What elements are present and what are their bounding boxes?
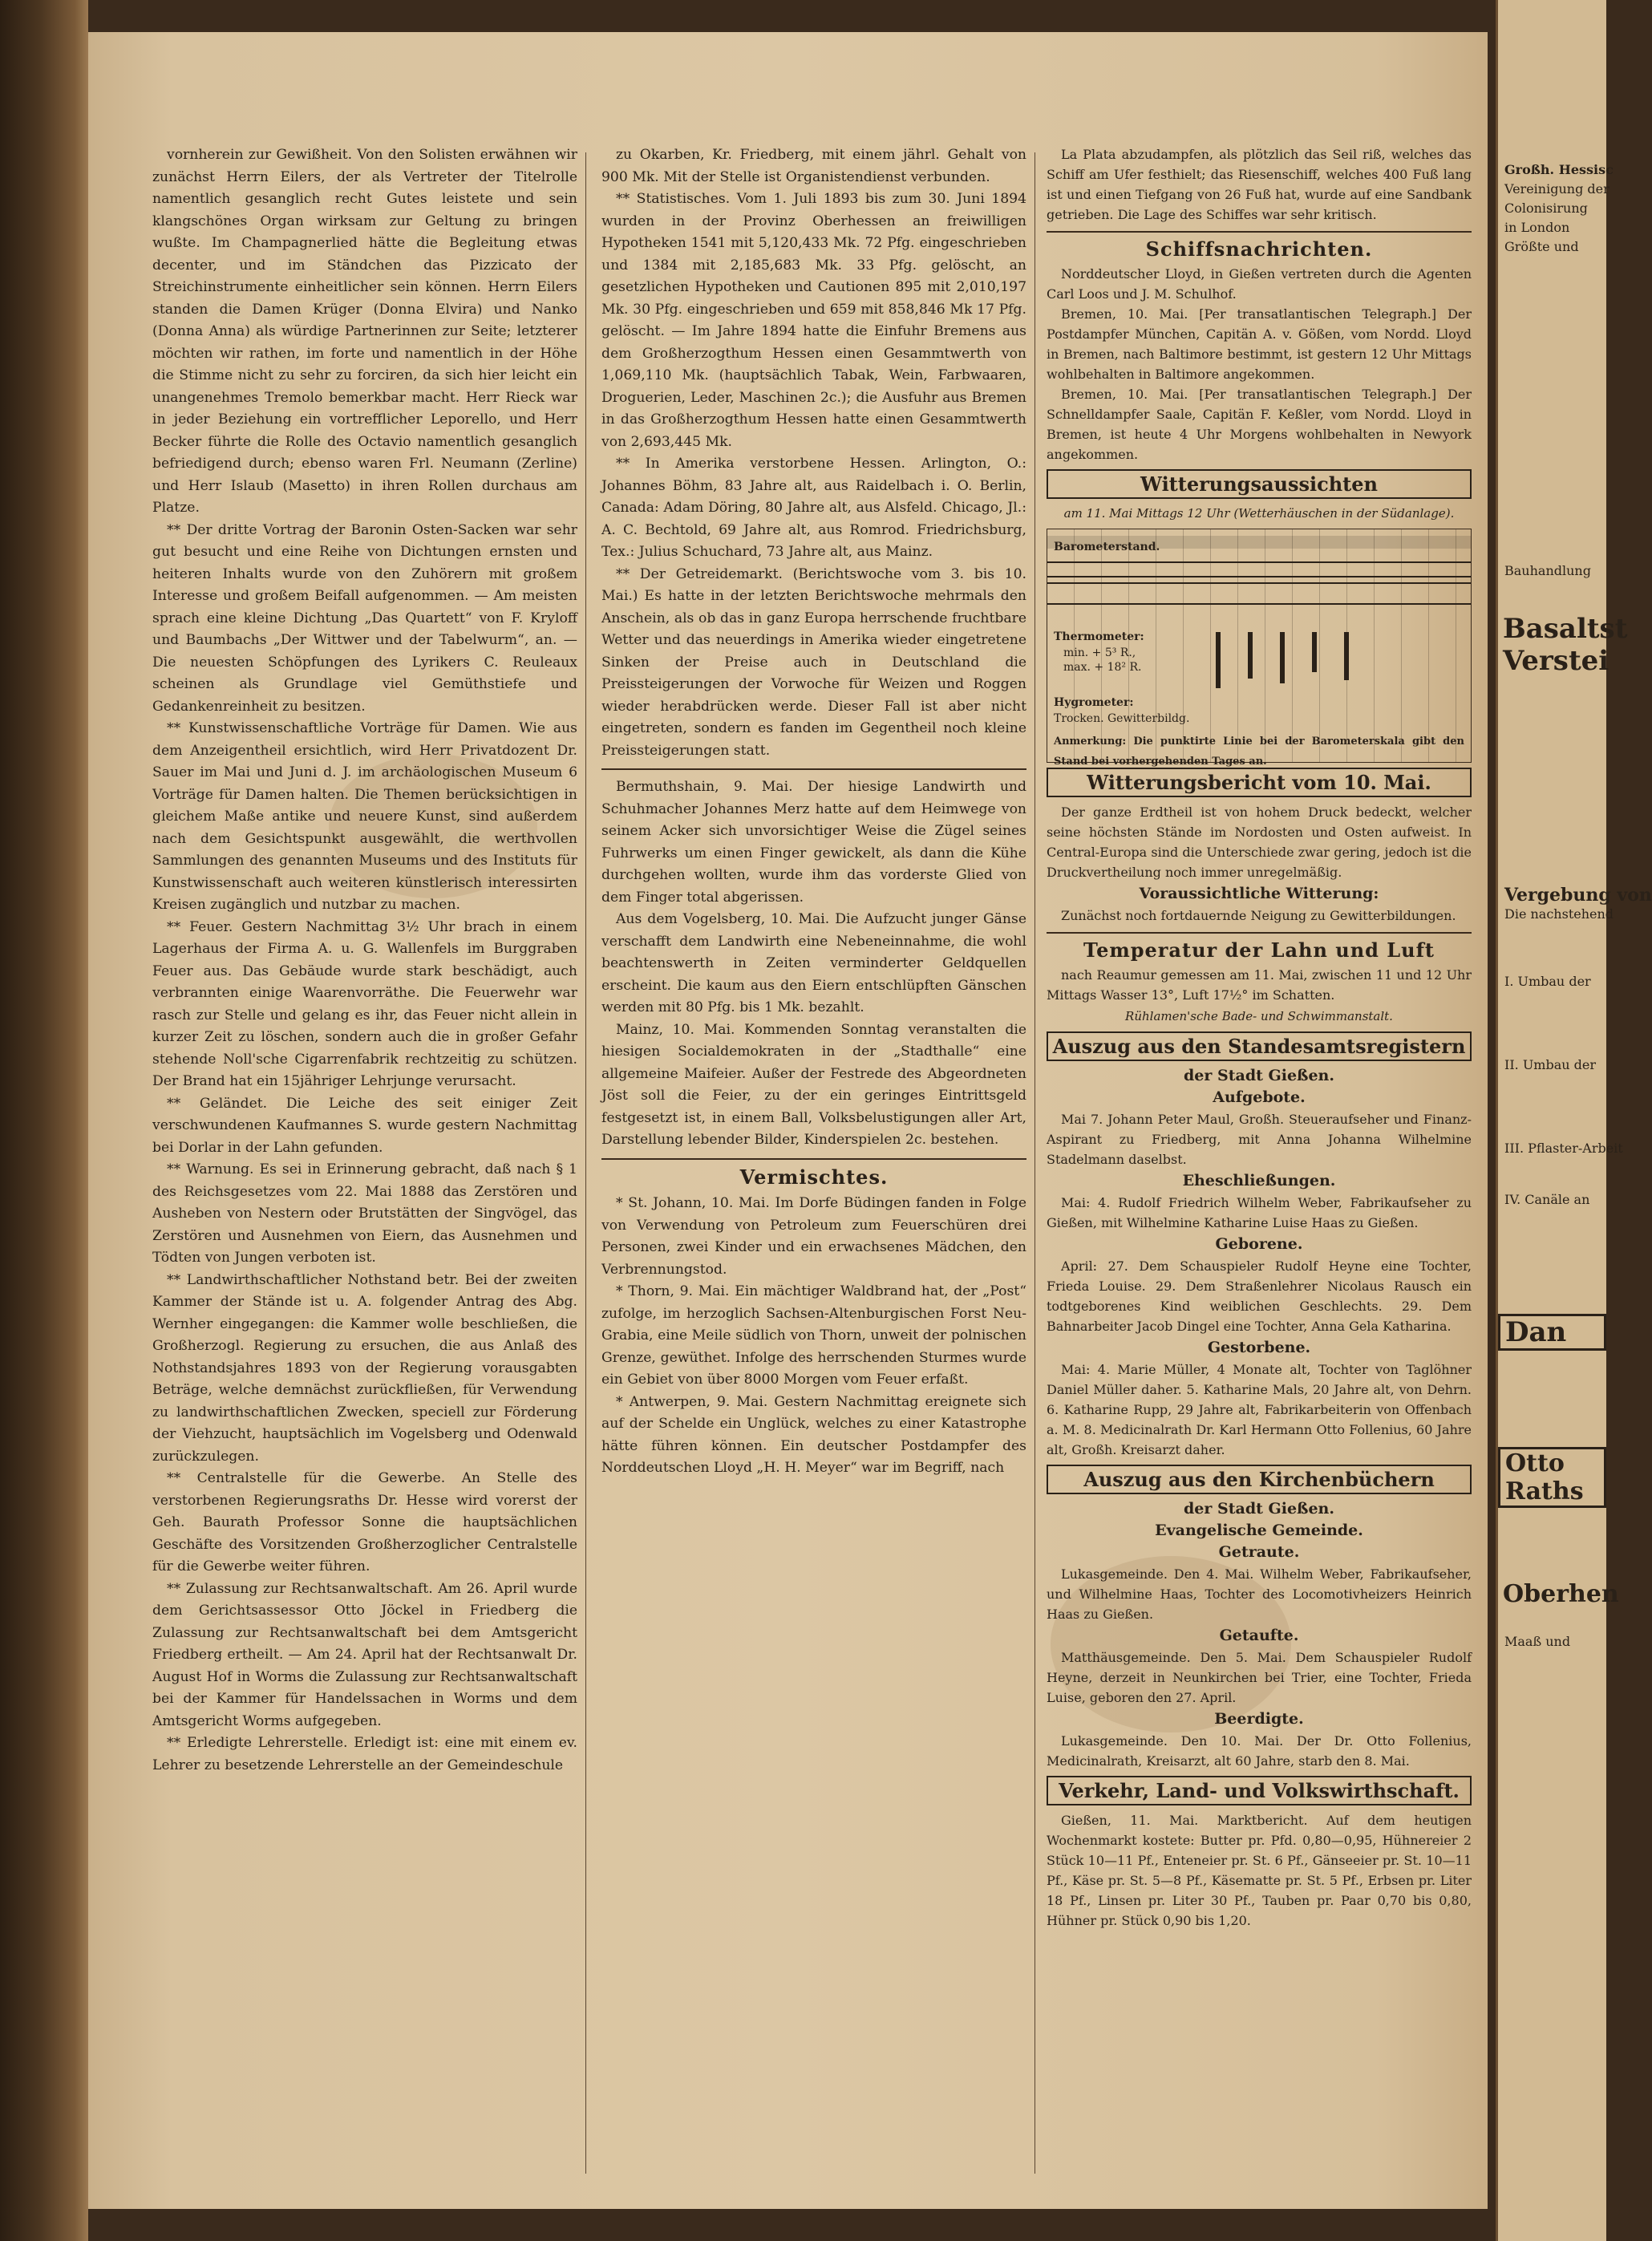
beerdigte-text: Lukasgemeinde. Den 10. Mai. Der Dr. Otto Follenius, Medicinalrath, Kreisarzt, alt 60 Jahre, starb den 8. Mai. [1047,1733,1472,1769]
verkehr-heading: Verkehr, Land- und Volkswirthschaft. [1047,1776,1472,1805]
aufgebote-text: Mai 7. Johann Peter Maul, Großh. Steueraufseher und Finanz-Aspirant zu Friedberg, mit Anna Johanna Wilhelmine Stadelmann daselbst. [1047,1112,1472,1167]
section-divider [601,1158,1026,1160]
voraus-text: Zunächst noch fortdauernde Neigung zu Gewitterbildungen. [1061,908,1456,923]
article-paragraph: * Thorn, 9. Mai. Ein mächtiger Waldbrand hat, der „Post“ zufolge, im herzoglich Sachsen-Altenburgischen Forst Neu-Grabia, eine Meile südlich von Thorn, unweit der polnischen Grenze, gewüthet. Infolge des herrschenden Sturmes wurde ein Gebiet von über 8000 Morgen vom Feuer erfaßt. [601,1283,1026,1388]
verkehr-text: Gießen, 11. Mai. Marktbericht. Auf dem heutigen Wochenmarkt kostete: Butter pr. Pfd. 0,80—0,95, Hühnereier 2 Stück 10—11 Pf., Enteneier pr. St. 6 Pf., Gänseeier pr. St. 10—11 Pf., Käse pr. St. 5—8 Pf., Käsematte pr. St. 5 Pf., Erbsen pr. Liter 18 Pf., Linsen pr. Liter 30 Pf., Tauben pr. Paar 0,70 bis 0,80, Hühner pr. Stück 0,90 bis 1,20. [1047,1813,1472,1928]
book-binding [0,0,88,2241]
adjacent-line: III. Pflaster-Arbeit [1504,1141,1623,1156]
article-paragraph: * St. Johann, 10. Mai. Im Dorfe Büdingen fanden in Folge von Verwendung von Petroleum zum Feuerschüren drei Personen, zwei Kinder und ein erwachsenes Mädchen, den Verbrennungstod. [601,1195,1026,1278]
schiff-paragraph: Bremen, 10. Mai. [Per transatlantischen Telegraph.] Der Schnelldampfer Saale, Capitän F. Keßler, vom Nordd. Lloyd in Bremen, ist heute 4 Uhr Morgens wohlbehalten in Newyork angekommen. [1047,387,1472,462]
standesamt-heading: Auszug aus den Standesamtsregistern [1047,1031,1472,1061]
article-paragraph: ** In Amerika verstorbene Hessen. Arlington, O.: Johannes Böhm, 83 Jahre alt, aus Raidelbach i. O. Berlin, Canada: Adam Döring, 80 Jahre alt, aus Alsfeld. Chicago, Jl.: A. C. Bechtold, 69 Jahre alt, aus Romrod. Friedrichsburg, Tex.: Julius Schuchard, 73 Jahre alt, aus Mainz. [601,456,1026,560]
article-paragraph: vornherein zur Gewißheit. Von den Solisten erwähnen wir zunächst Herrn Eilers, der als Vertreter der Titelrolle namentlich gesanglich recht Gutes leistete und sein klangschönes Organ wirksam zur Geltung zu bringen wußte. Im Champagnerlied hätte die Begleitung etwas decenter, und im Ständchen das Pizzicato der Streichinstrumente einheitlicher sein können. Herrn Eilers standen die Damen Krüger (Donna Elvira) und Nanko (Donna Anna) als würdige Partnerinnen zur Seite; letzterer möchten wir rathen, im forte und namentlich in der Höhe die Stimme nicht zu sehr zu forciren, da sich hier leicht ein unangenehmes Tremolo bemerkbar macht. Herr Rieck war in jeder Beziehung ein vortrefflicher Leporello, und Herr Becker führte die Rolle des Octavio namentlich gesanglich befriedigend durch; ebenso waren Frl. Neumann (Zerline) und Herr Islaub (Masetto) in ihren Rollen durchaus am Platze. [152,147,577,516]
gestorbene-label: Gestorbene. [1207,1339,1311,1356]
article-paragraph: ** Geländet. Die Leiche des seit einiger Zeit verschwundenen Kaufmannes S. wurde gestern Nachmittag bei Dorlar in der Lahn gefunden. [152,1095,577,1156]
barometer-row [1047,582,1471,597]
ehe-text: Mai: 4. Rudolf Friedrich Wilhelm Weber, Fabrikaufseher zu Gießen, mit Wilhelmine Katharine Luise Haas zu Gießen. [1047,1195,1472,1230]
witterung-subheading: am 11. Mai Mittags 12 Uhr (Wetterhäuschen in der Südanlage). [1063,506,1455,521]
evang-label: Evangelische Gemeinde. [1155,1522,1363,1539]
schiff-paragraph: Bremen, 10. Mai. [Per transatlantischen Telegraph.] Der Postdampfer München, Capitän A. v. Gößen, vom Nordd. Lloyd in Bremen, nach Baltimore bestimmt, ist gestern 12 Uhr Mittags wohlbehalten in Baltimore angekommen. [1047,306,1472,382]
column-1 [152,144,577,1777]
thermometer-bar [1280,632,1285,683]
article-paragraph: ** Warnung. Es sei in Erinnerung gebracht, daß nach § 1 des Reichsgesetzes vom 22. Mai 1888 das Zerstören und Ausheben von Nestern oder Brutstätten der Singvögel, das Zerstören und Ausnehmen von Eiern, das Ausnehmen und Tödten von Jungen verboten ist. [152,1161,577,1266]
barometer-note: Anmerkung: Die punktirte Linie bei der Barometerskala gibt den Stand bei vorhergehenden Tages an. [1054,736,1464,768]
article-paragraph: ** Statistisches. Vom 1. Juli 1893 bis zum 30. Juni 1894 wurden in der Provinz Oberhessen an freiwilligen Hypotheken 1541 mit 5,120,433 Mk. 72 Pfg. eingeschrieben und 1384 mit 2,185,683 Mk. 33 Pfg. gelöscht, an gesetzlichen Hypotheken und Cautionen 895 mit 2,010,197 Mk. 30 Pfg. eingeschrieben und 659 mit 858,846 Mk 17 Pfg. gelöscht. — Im Jahre 1894 hatte die Einfuhr Bremens aus dem Großherzogthum Hessen einen Gesammtwerth von 1,069,110 Mk. (hauptsächlich Tabak, Wein, Farbwaaren, Droguerien, Leder, Maschinen 2c.); die Ausfuhr aus Bremen in das Großherzogthum Hessen hatte einen Gesammtwerth von 2,693,445 Mk. [601,191,1026,450]
article-paragraph: ** Der dritte Vortrag der Baronin Osten-Sacken war sehr gut besucht und eine Reihe von Dichtungen ernsten und heiteren Inhalts wurde von den Zuhörern mit großem Interesse und großem Beifall aufgenommen. — Am meisten sprach eine kleine Dichtung „Das Quartett“ von F. Kryloff und Baumbachs „Der Wittwer und der Tabelwurm“, an. — Die neuesten Schöpfungen des Lyrikers C. Reuleaux scheinen als Grundlage viel Gemüthstiefe und Gedankenreinheit zu besitzen. [152,521,577,715]
thermometer-bar [1312,632,1317,672]
column-2 [601,144,1026,1480]
adjacent-line: IV. Canäle an [1504,1192,1590,1207]
article-paragraph: ** Landwirthschaftlicher Nothstand betr. Bei der zweiten Kammer der Stände ist u. A. folgender Antrag des Abg. Wernher eingegangen: die Kammer wolle beschließen, die Großherzogl. Regierung zu ersuchen, die aus Anlaß des Nothstandsjahres 1893 von der Regierung vorausgabten Beträge, welche demnächst zurückfließen, für Verwendung zu landwirthschaftlichen Zwecken, speciell zur Förderung der Viehzucht, hauptsächlich im Vogelsberg und Odenwald zurückzulegen. [152,1271,577,1465]
geborene-label: Geborene. [1215,1235,1303,1253]
kirchen-heading: Auszug aus den Kirchenbüchern [1047,1465,1472,1494]
article-paragraph: ** Erledigte Lehrerstelle. Erledigt ist: eine mit einem ev. Lehrer zu besetzende Lehrerstelle an der Gemeindeschule [152,1735,577,1773]
schiff-paragraph: Norddeutscher Lloyd, in Gießen vertreten durch die Agenten Carl Loos und J. M. Schulhof. [1047,266,1472,302]
column-3 [1047,144,1472,1931]
thermometer-bar [1344,632,1349,680]
barometer-row [1047,561,1471,577]
witterung-heading: Witterungsaussichten [1047,469,1472,499]
temperatur-source: Rühlamen'sche Bade- und Schwimmanstalt. [1125,1009,1393,1023]
adjacent-line: Maaß und [1504,1634,1571,1649]
article-paragraph: ** Zulassung zur Rechtsanwaltschaft. Am 26. April wurde dem Gerichtsassessor Otto Jöckel in Friedberg die Zulassung zur Rechtsanwaltschaft bei dem Amtsgericht Friedberg ertheilt. — Am 24. April hat der Rechtsanwalt Dr. August Hof in Worms die Zulassung zur Rechtsanwaltschaft bei der Kammer für Handelssachen in Worms und dem Amtsgericht Worms aufgegeben. [152,1580,577,1729]
bericht-paragraph: Der ganze Erdtheil ist von hohem Druck bedeckt, welcher seine höchsten Stände im Nordosten und Osten aufweist. In Central-Europa sind die Unterschiede zwar gering, jedoch ist die Druckvertheilung noch immer unregelmäßig. [1047,804,1472,880]
getraute-label: Getraute. [1218,1543,1300,1561]
adjacent-line: Größte und [1504,239,1579,254]
section-divider [1047,932,1472,934]
getaufte-label: Getaufte. [1219,1627,1299,1644]
thermometer-label: Thermometer: [1054,630,1144,643]
adjacent-page-spacer [1498,0,1606,160]
schiff-heading: Schiffsnachrichten. [1145,237,1373,261]
article-paragraph: ** Der Getreidemarkt. (Berichtswoche vom 3. bis 10. Mai.) Es hatte in der letzten Berichtswoche mehrmals den Anschein, als ob das in ganz Europa herrschende fruchtbare Wetter und das neuerdings in Amerika wieder eingetretene Sinken der Preise auch in Deutschland die Preissteigerungen der Vorwoche für Weizen und Roggen wieder herabdrücken werde. Dieser Fall ist aber nicht eingetreten, sondern es fanden im Gegentheil noch kleine Preissteigerungen statt. [601,565,1026,759]
adjacent-heading: Verstei [1503,645,1609,677]
adjacent-ad: Oberhen [1503,1580,1619,1608]
thermometer-max: max. + 18² R. [1063,661,1142,674]
kirchen-subheading: der Stadt Gießen. [1184,1500,1334,1518]
thermometer-min: min. + 5³ R., [1063,646,1136,659]
thermometer-bar [1216,632,1221,688]
thermometer-bar [1248,632,1253,679]
adjacent-line: in London [1504,220,1570,235]
ehe-label: Eheschließungen. [1182,1172,1336,1189]
adjacent-ad: Dan [1498,1314,1606,1351]
adjacent-line: Vergebung von [1504,885,1652,906]
article-paragraph: La Plata abzudampfen, als plötzlich das Seil riß, welches das Schiff am Ufer festhielt; das Riesenschiff, welches 400 Fuß lang ist und einen Tiefgang von 26 Fuß hat, wurde auf eine Sandbank getrieben. Die Lage des Schiffes war sehr kritisch. [1047,147,1472,222]
voraus-label: Voraussichtliche Witterung: [1139,885,1379,902]
adjacent-line: I. Umbau der [1504,974,1591,989]
article-paragraph: zu Okarben, Kr. Friedberg, mit einem jährl. Gehalt von 900 Mk. Mit der Stelle ist Organistendienst verbunden. [601,147,1026,185]
adjacent-line: Großh. Hessisc [1504,162,1614,177]
getaufte-text: Matthäusgemeinde. Den 5. Mai. Dem Schauspieler Rudolf Heyne, derzeit in Neunkirchen bei Trier, eine Tochter, Frieda Luise, geboren den 27. April. [1047,1650,1472,1705]
temperatur-text: nach Reaumur gemessen am 11. Mai, zwischen 11 und 12 Uhr Mittags Wasser 13°, Luft 17½° im Schatten. [1047,967,1472,1003]
article-paragraph: Mainz, 10. Mai. Kommenden Sonntag veranstalten die hiesigen Socialdemokraten in der „Stadthalle“ eine allgemeine Maifeier. Außer der Festrede des Abgeordneten Jöst soll die Feier, zu der ein geringes Eintrittsgeld festgesetzt ist, in einem Ball, Volksbelustigungen aller Art, Darstellung lebender Bilder, Kinderspielen 2c. bestehen. [601,1021,1026,1148]
article-paragraph: * Antwerpen, 9. Mai. Gestern Nachmittag ereignete sich auf der Schelde ein Unglück, welches zu einer Katastrophe hätte führen können. Ein deutscher Postdampfer des Norddeutschen Lloyd „H. H. Meyer“ war im Begriff, nach [601,1393,1026,1476]
column-rule [585,152,586,2174]
section-divider [601,768,1026,770]
hygrometer-value: Trocken. Gewitterbildg. [1054,712,1190,725]
adjacent-page [1496,0,1652,2241]
gestorbene-text: Mai: 4. Marie Müller, 4 Monate alt, Tochter von Taglöhner Daniel Müller daher. 5. Katharine Mals, 20 Jahre alt, von Dehrn. 6. Katharine Rupp, 29 Jahre alt, Fabrikarbeiterin von Offenbach a. M. 8. Medicinalrath Dr. Karl Hermann Otto Follenius, 60 Jahre alt, Großh. Kreisarzt daher. [1047,1362,1472,1457]
adjacent-ad: Otto Raths [1498,1447,1606,1508]
barometer-label: Barometerstand. [1054,541,1160,553]
getraute-text: Lukasgemeinde. Den 4. Mai. Wilhelm Weber, Fabrikaufseher, und Wilhelmine Haas, Tochter des Locomotivheizers Heinrich Haas zu Gießen. [1047,1566,1472,1622]
barometer-chart [1047,529,1472,768]
article-paragraph: Aus dem Vogelsberg, 10. Mai. Die Aufzucht junger Gänse verschafft dem Landwirth eine Nebeneinnahme, die wohl beachtenswerth in Zeiten verminderter Geldquellen erscheint. Die kaum aus den Eiern entschlüpften Gänschen werden mit 80 Pfg. bis 1 Mk. bezahlt. [601,911,1026,1015]
article-paragraph: ** Centralstelle für die Gewerbe. An Stelle des verstorbenen Regierungsraths Dr. Hesse wird vorerst der Geh. Baurath Professor Sonne die hauptsächlichen Geschäfte des Vorsitzenden Großherzoglicher Centralstelle für die Gewerbe weiter führen. [152,1470,577,1574]
aufgebote-label: Aufgebote. [1213,1088,1306,1106]
beerdigte-label: Beerdigte. [1214,1710,1304,1728]
geborene-text: April: 27. Dem Schauspieler Rudolf Heyne eine Tochter, Frieda Louise. 29. Dem Straßenlehrer Nicolaus Rausch ein todtgeborenes Kind weiblichen Geschlechts. 29. Dem Bahnarbeiter Jacob Dingel eine Tochter, Anna Gela Katharina. [1047,1258,1472,1334]
standesamt-subheading: der Stadt Gießen. [1184,1067,1334,1084]
adjacent-line: Bauhandlung [1504,563,1591,578]
newspaper-page [88,32,1488,2209]
adjacent-heading: Basaltst [1503,613,1628,645]
adjacent-line: Colonisirung [1504,201,1588,216]
article-paragraph: ** Kunstwissenschaftliche Vorträge für Damen. Wie aus dem Anzeigentheil ersichtlich, wird Herr Privatdozent Dr. Sauer im Mai und Juni d. J. im archäologischen Museum 6 Vorträge für Damen halten. Die Themen berücksichtigen in gleichem Maße antike und neuere Kunst, sind außerdem nach dem Gesichtspunkt ausgewählt, die werthvollen Sammlungen des genannten Museums und des Instituts für Kunstwissenschaft auch weiteren künstlerisch interessirten Kreisen zugänglich und nutzbar zu machen. [152,720,577,913]
vermischtes-heading: Vermischtes. [739,1165,889,1189]
article-paragraph: Bermuthshain, 9. Mai. Der hiesige Landwirth und Schuhmacher Johannes Merz hatte auf dem Heimwege von seinem Acker sich unvorsichtiger Weise die Zügel seines Fuhrwerks um einen Finger gewickelt, als dann die Kühe durchgehen wollten, wurde ihm das vorderste Glied von dem Finger total abgerissen. [601,779,1026,906]
section-divider [1047,231,1472,233]
article-paragraph: ** Feuer. Gestern Nachmittag 3½ Uhr brach in einem Lagerhaus der Firma A. u. G. Wallenfels im Burggraben Feuer aus. Das Gebäude wurde stark beschädigt, auch verbrannten einige Waarenvorräthe. Die Feuerwehr war rasch zur Stelle und gelang es ihr, das Feuer nicht allein in kurzer Zeit zu löschen, sondern auch die in großer Gefahr stehende Noll'sche Cigarrenfabrik rechtzeitig zu schützen. Der Brand hat ein 15jähriger Lehrjunge verursacht. [152,918,577,1089]
hygrometer-label: Hygrometer: [1054,696,1134,709]
adjacent-line: II. Umbau der [1504,1057,1596,1072]
bericht-heading: Witterungsbericht vom 10. Mai. [1047,768,1472,797]
barometer-row [1047,603,1471,618]
adjacent-line: Vereinigung der [1504,181,1609,197]
adjacent-line: Die nachstehend [1504,906,1614,922]
temperatur-heading: Temperatur der Lahn und Luft [1083,938,1435,962]
